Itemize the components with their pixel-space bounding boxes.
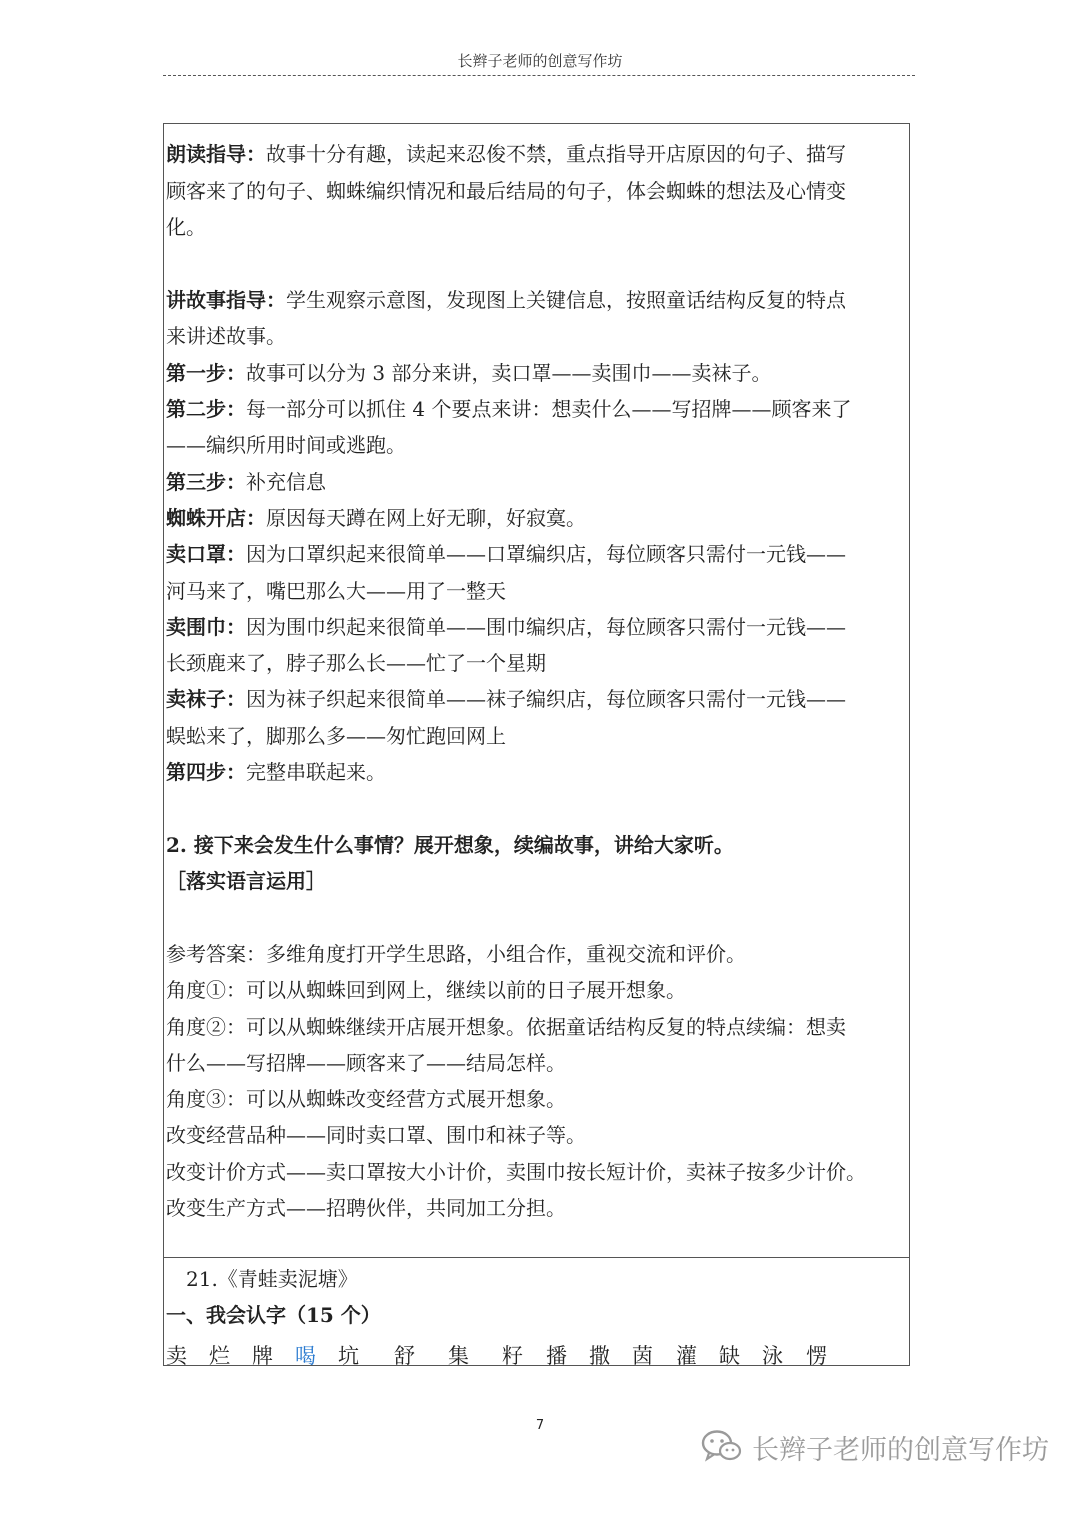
step1-label: 第一步：: [166, 361, 246, 385]
angle-3: 角度③：可以从蜘蛛改变经营方式展开想象。: [166, 1087, 566, 1111]
angle-2-line2: 什么——写招牌——顾客来了——结局怎样。: [166, 1051, 566, 1075]
change-production: 改变生产方式——招聘伙伴，共同加工分担。: [166, 1196, 566, 1220]
character-item: 灌: [676, 1344, 697, 1368]
character-item: 撒: [589, 1344, 610, 1368]
sell-masks-line2: 河马来了，嘴巴那么大——用了一整天: [166, 579, 506, 603]
sell-scarves-line2: 长颈鹿来了，脖子那么长——忙了一个星期: [166, 651, 546, 675]
character-item: 泳: [762, 1344, 783, 1368]
question-2: 2. 接下来会发生什么事情？展开想象，续编故事，讲给大家听。: [166, 833, 734, 857]
sell-scarves-label: 卖围巾：: [166, 615, 246, 639]
sell-masks: [166, 541, 910, 567]
reading-guide-label: 朗读指导：: [166, 142, 266, 166]
character-item: 籽: [502, 1344, 523, 1368]
sell-socks: [166, 686, 910, 712]
sell-socks-text: 因为袜子织起来很简单——袜子编织店，每位顾客只需付一元钱——: [246, 687, 846, 711]
character-item: 茵: [632, 1344, 653, 1368]
sell-socks-label: 卖袜子：: [166, 687, 246, 711]
watermark-text: 长辫子老师的创意写作坊: [752, 1435, 1049, 1466]
sell-masks-label: 卖口罩：: [166, 542, 246, 566]
spider-shop: [166, 505, 910, 531]
sell-socks-line2: 蜈蚣来了，脚那么多——匆忙跑回网上: [166, 724, 506, 748]
angle-2: 角度②：可以从蜘蛛继续开店展开想象。依据童话结构反复的特点续编：想卖: [166, 1015, 846, 1039]
spider-shop-text: 原因每天蹲在网上好无聊，好寂寞。: [266, 506, 586, 530]
character-item-highlighted: 喝: [295, 1344, 316, 1368]
character-item: 缺: [719, 1344, 740, 1368]
character-item: 烂: [209, 1344, 230, 1368]
sell-scarves: [166, 614, 910, 640]
sell-scarves-text: 因为围巾织起来很简单——围巾编织店，每位顾客只需付一元钱——: [246, 615, 846, 639]
story-guide: [166, 287, 910, 313]
step4-text: 完整串联起来。: [246, 760, 386, 784]
content-box-story: [163, 123, 910, 1258]
reading-guide-line3: 化。: [166, 215, 206, 239]
literacy-heading: 一、我会认字（15 个）: [166, 1303, 381, 1327]
step3: [166, 469, 910, 495]
step2: [166, 396, 910, 422]
character-list: [164, 1340, 911, 1366]
story-guide-line2: 来讲述故事。: [166, 324, 286, 348]
page-header: 长辫子老师的创意写作坊: [457, 52, 623, 70]
change-pricing: 改变计价方式——卖口罩按大小计价，卖围巾按长短计价，卖袜子按多少计价。: [166, 1160, 866, 1184]
question-2-tag: ［落实语言运用］: [166, 869, 326, 893]
character-item: 牌: [252, 1344, 273, 1368]
change-product: 改变经营品种——同时卖口罩、围巾和袜子等。: [166, 1123, 586, 1147]
angle-1: 角度①：可以从蜘蛛回到网上，继续以前的日子展开想象。: [166, 978, 686, 1002]
lesson-title: 21.《青蛙卖泥塘》: [186, 1267, 358, 1291]
character-item: 卖: [166, 1344, 187, 1368]
character-item: 愣: [806, 1344, 827, 1368]
step2-label: 第二步：: [166, 397, 246, 421]
character-item: 播: [546, 1344, 567, 1368]
step4-label: 第四步：: [166, 760, 246, 784]
reading-guide-line2: 顾客来了的句子、蜘蛛编织情况和最后结局的句子，体会蜘蛛的想法及心情变: [166, 179, 846, 203]
step3-label: 第三步：: [166, 470, 246, 494]
character-item: 坑: [338, 1344, 359, 1368]
step1: [166, 360, 910, 386]
watermark: [700, 1426, 1060, 1466]
content-box-lesson21: [163, 1257, 910, 1366]
story-guide-label: 讲故事指导：: [166, 288, 286, 312]
sell-masks-text: 因为口罩织起来很简单——口罩编织店，每位顾客只需付一元钱——: [246, 542, 846, 566]
reference-answer: 参考答案：多维角度打开学生思路，小组合作，重视交流和评价。: [166, 942, 746, 966]
wechat-icon: [700, 1428, 744, 1464]
step2-text: 每一部分可以抓住 4 个要点来讲：想卖什么——写招牌——顾客来了: [246, 397, 852, 421]
header-divider: [163, 75, 915, 76]
step1-text: 故事可以分为 3 部分来讲，卖口罩——卖围巾——卖袜子。: [246, 361, 772, 385]
character-item: 集: [448, 1344, 469, 1368]
reading-guide-text: 故事十分有趣，读起来忍俊不禁，重点指导开店原因的句子、描写: [266, 142, 846, 166]
step4: [166, 759, 910, 785]
page-number: 7: [535, 1418, 545, 1433]
spider-shop-label: 蜘蛛开店：: [166, 506, 266, 530]
step3-text: 补充信息: [246, 470, 326, 494]
step2-line2: ——编织所用时间或逃跑。: [166, 433, 406, 457]
story-guide-text: 学生观察示意图，发现图上关键信息，按照童话结构反复的特点: [286, 288, 846, 312]
character-item: 舒: [394, 1344, 415, 1368]
reading-guide: [166, 141, 910, 167]
